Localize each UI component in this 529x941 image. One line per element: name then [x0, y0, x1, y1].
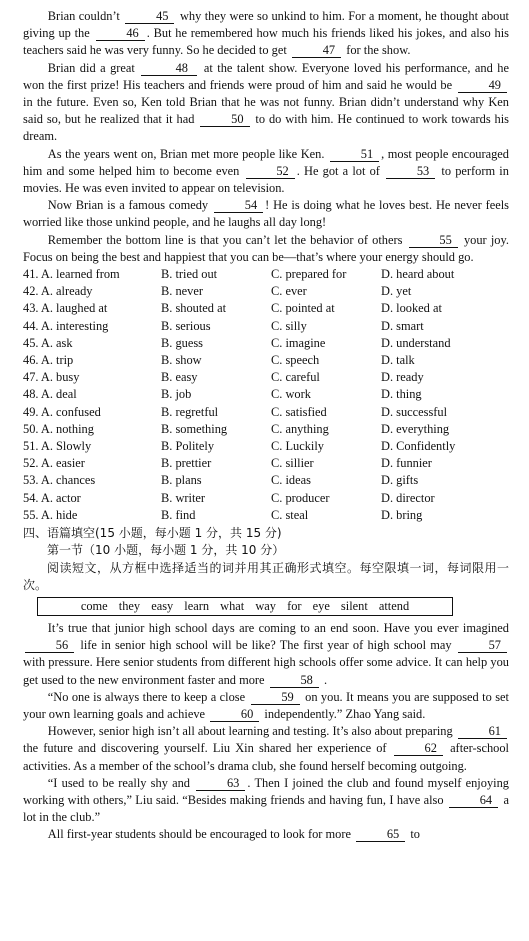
text: , most people encouraged him and some helped him to become even [23, 146, 509, 178]
option-d: D. director [381, 490, 435, 505]
option-c: C. work [271, 387, 311, 402]
option-c: C. producer [271, 490, 330, 505]
option-d: D. talk [381, 353, 415, 368]
option-d: D. heard about [381, 267, 455, 282]
option-row [23, 352, 493, 369]
option-d: D. looked at [381, 301, 442, 316]
option-b: B. shouted at [161, 301, 227, 316]
option-d: D. thing [381, 387, 422, 402]
option-a: 50. A. nothing [23, 421, 94, 436]
blank-46: 46 [96, 27, 145, 41]
option-row [23, 386, 493, 403]
option-d: D. ready [381, 370, 424, 385]
option-row [23, 300, 493, 317]
option-c: C. pointed at [271, 301, 335, 316]
option-d: D. funnier [381, 456, 432, 471]
option-row [23, 490, 493, 507]
text: independently.” Zhao Yang said. [264, 706, 426, 721]
option-c: C. satisfied [271, 404, 327, 419]
blank-61: 61 [458, 725, 507, 739]
option-c: C. steal [271, 507, 309, 522]
blank-63: 63 [196, 777, 245, 791]
option-a: 48. A. deal [23, 387, 77, 402]
option-row [23, 369, 493, 386]
text: in the future. Even so, Ken told Brian that he was not funny. Brian didn’t understand why Ken said so, but he realized that it had [23, 95, 509, 127]
option-a: 45. A. ask [23, 335, 73, 350]
text: Brian did a great [47, 60, 135, 75]
option-b: B. tried out [161, 267, 218, 282]
passage2-paragraph-3 [23, 723, 509, 775]
text: with pressure. Here senior students from different high schools offer some advice. It can help you get used to the new environment faster and more [23, 655, 509, 687]
option-d: D. understand [381, 335, 451, 350]
blank-48: 48 [141, 62, 197, 76]
passage2-paragraph-4 [23, 775, 509, 827]
option-d: D. smart [381, 318, 424, 333]
option-row [23, 455, 493, 472]
option-row [23, 507, 493, 524]
options-body [23, 266, 493, 524]
text: . He got a lot of [296, 163, 380, 178]
passage2-paragraph-1 [23, 620, 509, 689]
text: It’s true that junior high school days are coming to an end soon. Have you ever imagined [47, 620, 509, 635]
option-row [23, 438, 493, 455]
option-d: D. Confidently [381, 439, 456, 454]
option-b: B. easy [161, 370, 198, 385]
option-b: B. regretful [161, 404, 219, 419]
text: . But he remembered how much his friends liked his jokes, and also his teachers said he was very funny. So he decided to get [23, 26, 509, 58]
option-b: B. show [161, 353, 202, 368]
blank-54: 54 [214, 199, 263, 213]
option-row [23, 472, 493, 489]
option-c: C. imagine [271, 335, 326, 350]
option-c: C. speech [271, 353, 320, 368]
option-c: C. ever [271, 284, 307, 299]
section-instruction: 阅读短文，从方框中选择适当的词并用其正确形式填空。每空限填一词，每词限用一次。 [23, 560, 509, 592]
paragraph-4 [23, 197, 509, 231]
option-c: C. anything [271, 421, 329, 436]
blank-56: 56 [25, 639, 74, 653]
text: All first-year students should be encouraged to look for more [47, 827, 351, 842]
option-a: 44. A. interesting [23, 318, 109, 333]
option-a: 47. A. busy [23, 370, 80, 385]
option-c: C. ideas [271, 473, 311, 488]
blank-55: 55 [409, 234, 458, 248]
text: the future and discovering yourself. Liu Xin shared her experience of [23, 741, 387, 756]
text: Now Brian is a famous comedy [47, 198, 209, 213]
blank-49: 49 [458, 79, 507, 93]
option-a: 54. A. actor [23, 490, 81, 505]
option-a: 52. A. easier [23, 456, 85, 471]
text: your joy. Focus on being the best and happiest that you can be—that’s where your energy should go. [23, 232, 509, 264]
options-table [23, 266, 493, 524]
option-a: 43. A. laughed at [23, 301, 108, 316]
option-a: 46. A. trip [23, 353, 74, 368]
text: Remember the bottom line is that you can’t let the behavior of others [47, 232, 403, 247]
paragraph-5 [23, 232, 509, 266]
text: “I used to be really shy and [47, 775, 190, 790]
option-a: 41. A. learned from [23, 267, 120, 282]
paragraph-3 [23, 146, 509, 198]
paragraph-1 [23, 8, 509, 60]
text: . [323, 672, 328, 687]
option-b: B. guess [161, 335, 203, 350]
text: at the talent show. Everyone loved his performance, and he won the first prize! His teachers and friends were proud of him and said he would be [23, 60, 509, 92]
blank-50: 50 [200, 113, 249, 127]
option-c: C. Luckily [271, 439, 324, 454]
option-b: B. writer [161, 490, 206, 505]
option-b: B. find [161, 507, 196, 522]
text: for the show. [346, 43, 411, 58]
section-subheading: 第一节（10 小题，每小题 1 分，共 10 分） [47, 543, 285, 558]
section-heading: 四、语篇填空(15 小题，每小题 1 分，共 15 分) [23, 526, 282, 541]
blank-45: 45 [125, 10, 174, 24]
option-b: B. job [161, 387, 192, 402]
option-b: B. something [161, 421, 228, 436]
text: to [410, 827, 420, 842]
blank-47: 47 [292, 44, 341, 58]
option-a: 51. A. Slowly [23, 439, 92, 454]
word-box: come they easy learn what way for eye silent attend [37, 597, 453, 616]
option-d: D. yet [381, 284, 412, 299]
option-row [23, 421, 493, 438]
option-row [23, 335, 493, 352]
option-b: B. plans [161, 473, 202, 488]
option-c: C. prepared for [271, 267, 347, 282]
option-a: 49. A. confused [23, 404, 101, 419]
text: a lot in the club.” [23, 792, 509, 825]
text: “No one is always there to keep a close [47, 689, 246, 704]
blank-52: 52 [246, 165, 295, 179]
blank-57: 57 [458, 639, 507, 653]
text: to do with him. He continued to work towards his dream. [23, 112, 509, 144]
option-a: 55. A. hide [23, 507, 78, 522]
option-d: D. successful [381, 404, 448, 419]
blank-59: 59 [251, 691, 300, 705]
option-row [23, 404, 493, 421]
text: to perform in movies. He was even invited to appear on television. [23, 163, 509, 196]
option-a: 42. A. already [23, 284, 93, 299]
blank-53: 53 [386, 165, 435, 179]
paragraph-2 [23, 60, 509, 146]
text: . Then I joined the club and found myself enjoying working with others,” Liu said. “Besides making friends and having fun, I have also [23, 775, 509, 807]
option-d: D. bring [381, 507, 423, 522]
option-d: D. everything [381, 421, 450, 436]
text: why they were so unkind to him. For a moment, he thought about giving up the [23, 9, 509, 41]
option-a: 53. A. chances [23, 473, 96, 488]
blank-58: 58 [270, 674, 319, 688]
option-b: B. never [161, 284, 203, 299]
blank-51: 51 [330, 148, 379, 162]
option-b: B. Politely [161, 439, 215, 454]
text: However, senior high isn’t all about learning and testing. It’s also about preparing [47, 724, 453, 739]
blank-64: 64 [449, 794, 498, 808]
option-c: C. sillier [271, 456, 314, 471]
text: after-school activities. As a member of the school’s drama club, she found herself becoming outgoing. [23, 741, 509, 773]
option-d: D. gifts [381, 473, 419, 488]
option-c: C. silly [271, 318, 307, 333]
blank-65: 65 [356, 828, 405, 842]
option-row [23, 318, 493, 335]
passage2-paragraph-2 [23, 689, 509, 723]
option-b: B. prettier [161, 456, 212, 471]
passage2-paragraph-5 [23, 826, 509, 843]
text: As the years went on, Brian met more people like Ken. [47, 146, 325, 161]
text: Brian couldn’t [47, 9, 120, 23]
option-row [23, 266, 493, 283]
text: on you. It means you are supposed to set your own learning goals and achieve [23, 689, 509, 721]
blank-60: 60 [210, 708, 259, 722]
option-c: C. careful [271, 370, 320, 385]
option-b: B. serious [161, 318, 211, 333]
text: ! He is doing what he loves best. He never feels worried like those unkind people, and he laughs all day long! [23, 198, 509, 230]
text: life in senior high school will be like? The first year of high school may [80, 638, 452, 653]
blank-62: 62 [394, 742, 443, 756]
option-row [23, 283, 493, 300]
